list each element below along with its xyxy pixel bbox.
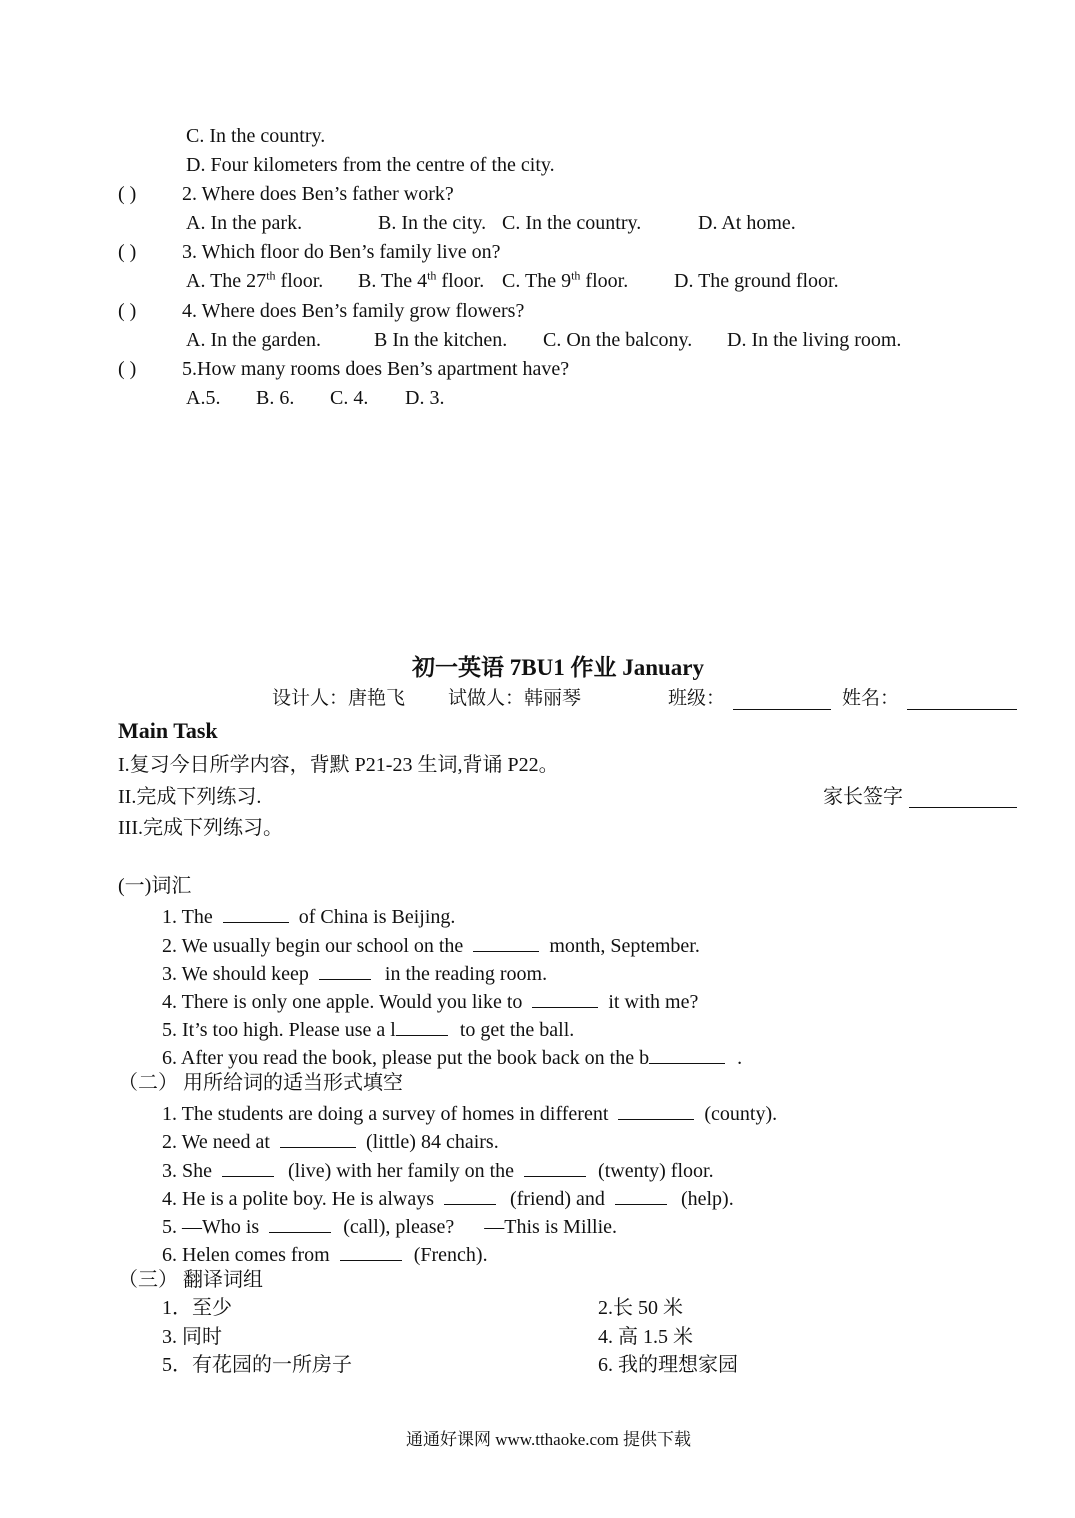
form-item-6: 6. Helen comes from (French). [162,1244,488,1266]
q2-option-a: A. In the park. [186,212,303,234]
q2-option-b: B. In the city. [378,212,487,234]
q4-option-b: B In the kitchen. [374,329,508,351]
vocab-blank-4[interactable] [532,989,598,1008]
name-field[interactable] [907,691,1017,710]
form-blank-5[interactable] [269,1214,331,1233]
q4-option-a: A. In the garden. [186,329,321,351]
vocab-item-6: 6. After you read the book, please put the book back on the b . [162,1047,743,1069]
q1-option-d: D. Four kilometers from the centre of the city. [186,154,555,176]
translate-item-1: 1．至少 [162,1297,232,1319]
vocab-item-5: 5. It’s too high. Please use a l to get the ball. [162,1019,575,1041]
q5-answer-paren[interactable]: ( ) [118,358,137,380]
q3-option-c: C. The 9th floor. [502,268,629,292]
q5-question: 5.How many rooms does Ben’s apartment have? [182,358,570,380]
vocab-blank-6[interactable] [649,1045,725,1064]
name-label: 姓名： [842,687,900,709]
parent-sign-label: 家长签字 [823,786,903,808]
parent-sign-field[interactable] [909,789,1017,808]
form-blank-2[interactable] [280,1129,356,1148]
task-item-2: II.完成下列练习. [118,786,262,808]
translate-item-5: 5．有花园的一所房子 [162,1354,352,1376]
form-item-3: 3. She (live) with her family on the (twenty) floor. [162,1160,714,1182]
translate-item-3: 3. 同时 [162,1326,222,1348]
q4-question: 4. Where does Ben’s family grow flowers? [182,300,525,322]
q5-option-c: C. 4. [330,387,369,409]
task-item-3: III.完成下列练习。 [118,817,283,839]
translate-item-2: 2.长 50 米 [598,1297,683,1319]
form-item-1: 1. The students are doing a survey of homes in different (county). [162,1103,778,1125]
q3-option-b: B. The 4th floor. [358,268,485,292]
designer-credit: 设计人：唐艳飞 [272,687,406,709]
q4-option-d: D. In the living room. [727,329,902,351]
section-2-heading: （二） 用所给词的适当形式填空 [118,1072,403,1094]
form-blank-6[interactable] [340,1242,402,1261]
vocab-blank-1[interactable] [223,904,289,923]
q2-answer-paren[interactable]: ( ) [118,183,137,205]
form-item-4: 4. He is a polite boy. He is always (friend) and (help). [162,1188,734,1210]
form-blank-4b[interactable] [615,1186,667,1205]
form-blank-3a[interactable] [222,1158,274,1177]
vocab-blank-5[interactable] [396,1017,448,1036]
footer-credit: 通通好课网 www.tthaoke.com 提供下载 [406,1430,692,1449]
worksheet-title: 初一英语 7BU1 作业 January [412,655,704,680]
q2-question: 2. Where does Ben’s father work? [182,183,454,205]
vocab-item-4: 4. There is only one apple. Would you like to it with me? [162,991,699,1013]
q5-option-d: D. 3. [405,387,445,409]
vocab-item-3: 3. We should keep in the reading room. [162,963,548,985]
form-item-5: 5. —Who is (call), please? —This is Millie. [162,1216,618,1238]
main-task-heading: Main Task [118,718,218,743]
form-blank-1[interactable] [618,1101,694,1120]
vocab-item-2: 2. We usually begin our school on the month, September. [162,935,700,957]
q5-option-b: B. 6. [256,387,295,409]
vocab-blank-3[interactable] [319,961,371,980]
vocab-blank-2[interactable] [473,933,539,952]
class-label: 班级： [668,687,726,709]
translate-item-4: 4. 高 1.5 米 [598,1326,693,1348]
q5-option-a: A.5. [186,387,221,409]
q3-option-a: A. The 27th floor. [186,268,324,292]
q3-option-d: D. The ground floor. [674,270,839,292]
translate-item-6: 6. 我的理想家园 [598,1354,738,1376]
class-field[interactable] [733,691,831,710]
q4-answer-paren[interactable]: ( ) [118,300,137,322]
vocab-item-1: 1. The of China is Beijing. [162,906,456,928]
q2-option-c: C. In the country. [502,212,642,234]
form-blank-4a[interactable] [444,1186,496,1205]
q3-answer-paren[interactable]: ( ) [118,241,137,263]
task-item-1: I.复习今日所学内容，背默 P21-23 生词,背诵 P22。 [118,754,559,776]
tester-credit: 试做人：韩丽琴 [448,687,582,709]
q4-option-c: C. On the balcony. [543,329,693,351]
q3-question: 3. Which floor do Ben’s family live on? [182,241,501,263]
q2-option-d: D. At home. [698,212,796,234]
form-blank-3b[interactable] [524,1158,586,1177]
form-item-2: 2. We need at (little) 84 chairs. [162,1131,499,1153]
q1-option-c: C. In the country. [186,125,326,147]
section-3-heading: （三） 翻译词组 [118,1269,263,1291]
section-1-heading: (一)词汇 [118,875,192,897]
